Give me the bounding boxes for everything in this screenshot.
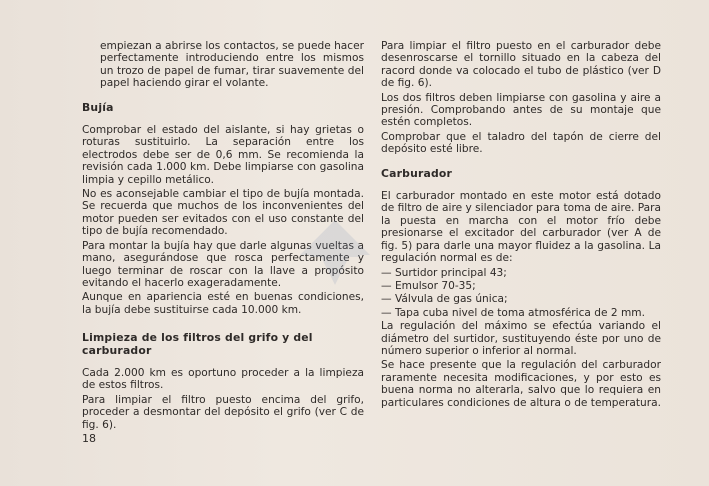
filtros-paragraph-1: Cada 2.000 km es oportuno proceder a la limpieza de estos filtros. bbox=[82, 366, 364, 392]
right-column bbox=[381, 40, 661, 411]
bujia-paragraph-2: No es aconsejable cambiar el tipo de bujía montada. Se recuerda que muchos de los inconvenientes del motor pueden ser evitados con el uso constante del tipo de bujía recomendado. bbox=[82, 188, 364, 238]
list-item: — Surtidor principal 43; bbox=[381, 266, 507, 279]
carburador-paragraph-2: La regulación del máximo se efectúa variando el diámetro del surtidor, sustituyendo éste por uno de número superior o inferior al normal. bbox=[381, 320, 661, 357]
intro-paragraph: empiezan a abrirse los contactos, se puede hacer perfectamente introduciendo entre los mismos un trozo de papel de fumar, tirar suavemente del papel haciendo girar el volante. bbox=[100, 40, 364, 90]
page-number: 18 bbox=[82, 432, 96, 445]
filtro-carburador-paragraph: Para limpiar el filtro puesto en el carburador debe desenroscarse el tornillo situado en la cabeza del racord donde va colocado el tubo de plástico (ver D de fig. 6). bbox=[381, 40, 661, 90]
carburador-paragraph-1: El carburador montado en este motor está dotado de filtro de aire y silenciador para toma de aire. Para la puesta en marcha con el motor frío debe presionarse el excitador del carburador (ver A de fig. 5) para darle una mayor fluidez a la gasolina. La regulación normal es de: bbox=[381, 190, 661, 265]
bujia-paragraph-4: Aunque en apariencia esté en buenas condiciones, la bujía debe sustituirse cada 10.000 km. bbox=[82, 291, 364, 316]
list-item: — Emulsor 70-35; bbox=[381, 279, 476, 292]
carburador-paragraph-3: Se hace presente que la regulación del carburador raramente necesita modificaciones, y por esto es buena norma no alterarla, salvo que lo requiera en particulares condiciones de altura o de temperatura. bbox=[381, 359, 661, 409]
taladro-paragraph: Comprobar que el taladro del tapón de cierre del depósito esté libre. bbox=[381, 130, 661, 156]
list-item: — Válvula de gas única; bbox=[381, 293, 508, 306]
heading-limpieza-filtros: Limpieza de los filtros del grifo y del carburador bbox=[82, 331, 313, 357]
list-item: — Tapa cuba nivel de toma atmosférica de 2 mm. bbox=[381, 306, 645, 319]
filtros-paragraph-2: Para limpiar el filtro puesto encima del grifo, proceder a desmontar del depósito el grifo (ver C de fig. 6). bbox=[82, 393, 364, 431]
watermark-icon bbox=[290, 215, 380, 295]
bujia-paragraph-1: Comprobar el estado del aislante, si hay grietas o roturas sustituirlo. La separación entre los electrodos debe ser de 0,6 mm. Se recomienda la revisión cada 1.000 km. Debe limpiarse con gasolina limpia y cepillo metálico. bbox=[82, 124, 364, 186]
heading-bujia: Bujía bbox=[82, 100, 114, 114]
bujia-paragraph-3: Para montar la bujía hay que darle algunas vueltas a mano, asegurándose que rosca perfectamente y luego terminar de roscar con la llave a propósito evitando el hacerlo exageradamente. bbox=[82, 239, 364, 289]
heading-carburador: Carburador bbox=[381, 166, 453, 180]
filtros-gasolina-paragraph: Los dos filtros deben limpiarse con gasolina y aire a presión. Comprobando antes de su montaje que estén completos. bbox=[381, 91, 661, 129]
